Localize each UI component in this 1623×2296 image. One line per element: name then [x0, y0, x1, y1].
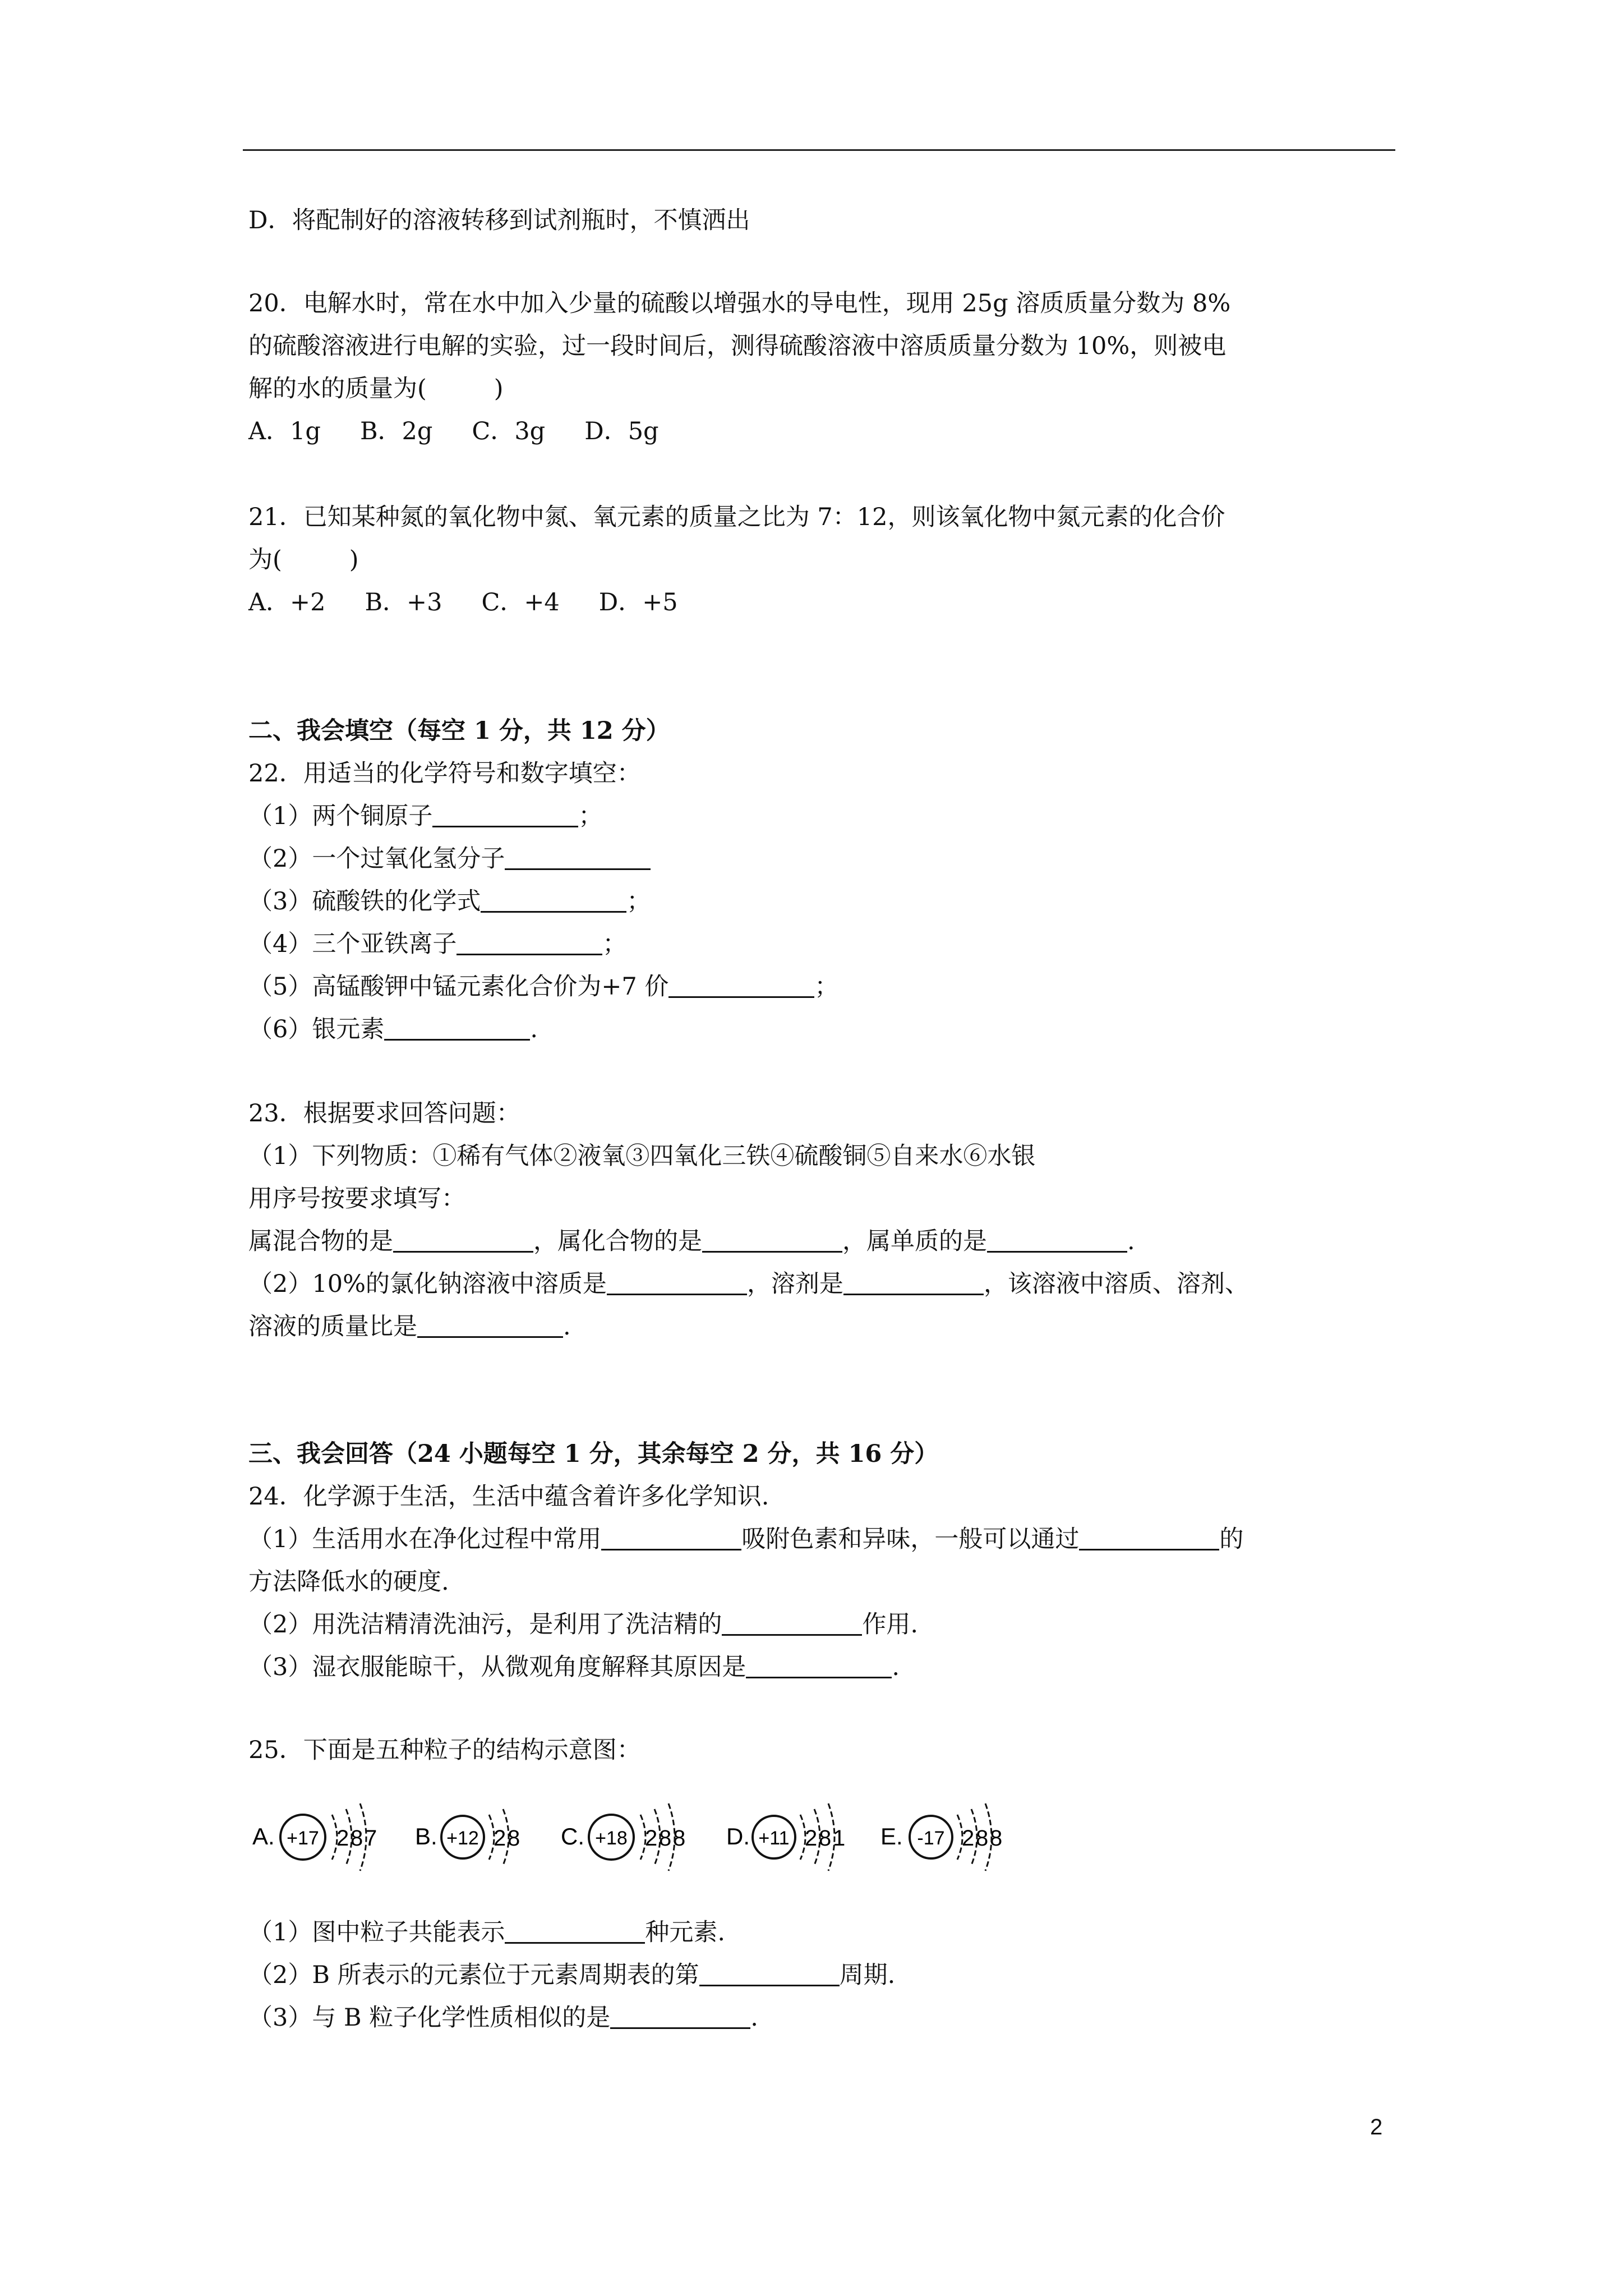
q25-part-2: （2）B 所表示的元素位于元素周期表的第 周期. — [248, 1961, 896, 1989]
answer-blank[interactable] — [457, 931, 602, 955]
q20-option-d: D．5g — [584, 417, 659, 445]
section-3-title: 三、我会回答（24 小题每空 1 分，其余每空 2 分，共 16 分） — [248, 1440, 939, 1468]
atom-diagram-e — [880, 1803, 1002, 1871]
answer-blank[interactable] — [699, 1962, 840, 1986]
q23-part-1-fill: 属混合物的是 ，属化合物的是 ，属单质的是 . — [248, 1227, 1135, 1255]
q25-part-3: （3）与 B 粒子化学性质相似的是 . — [248, 2004, 758, 2032]
q23-part-2-cont: 溶液的质量比是 . — [248, 1313, 571, 1341]
answer-blank[interactable] — [1079, 1526, 1219, 1550]
atom-label: C. — [561, 1823, 584, 1849]
q22-item-2: （2）一个过氧化氢分子 — [248, 845, 651, 874]
q20-option-b: B．2g — [359, 417, 433, 445]
answer-blank[interactable] — [393, 1228, 533, 1253]
q21-option-b: B．+3 — [365, 588, 442, 616]
q22-item-3: （3）硫酸铁的化学式 ； — [248, 887, 651, 915]
q20-line-2: 的硫酸溶液进行电解的实验，过一段时间后，测得硫酸溶液中溶质质量分数为 10%，则被电 — [248, 332, 1227, 360]
q20-line-3: 解的水的质量为( ) — [248, 375, 504, 403]
nucleus-charge: +17 — [287, 1828, 319, 1849]
atom-label: D. — [726, 1823, 750, 1849]
answer-blank[interactable] — [384, 1016, 530, 1041]
q22-item-5: （5）高锰酸钾中锰元素化合价为+7 价 ； — [248, 973, 839, 1001]
header-rule — [243, 149, 1395, 151]
q21-option-c: C．+4 — [481, 588, 560, 616]
q23-part-1-instruction: 用序号按要求填写： — [248, 1185, 465, 1213]
atom-label: E. — [880, 1823, 903, 1849]
section-2-title: 二、我会填空（每空 1 分，共 12 分） — [248, 717, 670, 745]
answer-blank[interactable] — [481, 889, 626, 913]
answer-blank[interactable] — [702, 1228, 842, 1253]
q22-stem: 22．用适当的化学符号和数字填空： — [248, 760, 641, 788]
atom-diagram-d — [726, 1803, 845, 1871]
q20-option-a: A．1g — [248, 417, 321, 445]
electron-shell: 1 — [833, 1826, 846, 1851]
answer-blank[interactable] — [432, 803, 578, 827]
answer-blank[interactable] — [607, 1271, 747, 1295]
answer-blank[interactable] — [843, 1271, 984, 1295]
electron-shell: 2 — [494, 1826, 506, 1851]
q22-item-1: （1）两个铜原子 ； — [248, 802, 603, 830]
q24-stem: 24．化学源于生活，生活中蕴含着许多化学知识. — [248, 1483, 769, 1511]
q24-part-2: （2）用洗洁精清洗油污，是利用了洗洁精的 作用. — [248, 1611, 919, 1639]
q20-option-c: C．3g — [472, 417, 546, 445]
nucleus-charge: +11 — [758, 1828, 790, 1849]
q25-part-1: （1）图中粒子共能表示 种元素. — [248, 1918, 726, 1947]
q21-line-1: 21．已知某种氮的氧化物中氮、氧元素的质量之比为 7：12，则该氧化物中氮元素的化合价 — [248, 503, 1225, 531]
answer-blank[interactable] — [722, 1612, 862, 1636]
answer-blank[interactable] — [601, 1526, 741, 1550]
electron-shell: 2 — [336, 1826, 349, 1851]
q22-item-4: （4）三个亚铁离子 ； — [248, 930, 627, 958]
q24-part-1: （1）生活用水在净化过程中常用 吸附色素和异味，一般可以通过 的 — [248, 1525, 1244, 1553]
answer-blank[interactable] — [610, 2005, 750, 2029]
q21-options — [248, 588, 678, 618]
q23-stem: 23．根据要求回答问题： — [248, 1099, 520, 1128]
answer-blank[interactable] — [668, 974, 814, 998]
nucleus-charge: +18 — [595, 1828, 628, 1849]
electron-shell: 2 — [962, 1826, 975, 1851]
q25-stem: 25．下面是五种粒子的结构示意图： — [248, 1736, 641, 1764]
electron-shell: 8 — [819, 1826, 832, 1851]
q23-part-1: （1）下列物质：①稀有气体②液氧③四氧化三铁④硫酸铜⑤自来水⑥水银 — [248, 1142, 1036, 1170]
atom-label: A. — [252, 1823, 275, 1849]
electron-shell: 8 — [508, 1826, 520, 1851]
q20-options — [248, 417, 659, 447]
answer-blank[interactable] — [505, 846, 651, 870]
atom-diagram-c — [561, 1803, 685, 1871]
nucleus-charge: -17 — [917, 1828, 945, 1849]
electron-shell: 8 — [351, 1826, 363, 1851]
electron-shell: 8 — [976, 1826, 989, 1851]
particle-structure-diagrams — [247, 1784, 1032, 1896]
q24-part-1-cont: 方法降低水的硬度. — [248, 1568, 449, 1596]
electron-shell: 8 — [990, 1826, 1003, 1851]
q23-part-2: （2）10%的氯化钠溶液中溶质是 ，溶剂是 ，该溶液中溶质、溶剂、 — [248, 1270, 1249, 1298]
answer-blank[interactable] — [746, 1654, 892, 1678]
electron-shell: 8 — [673, 1826, 686, 1851]
page-number: 2 — [1370, 2115, 1383, 2139]
q22-item-6: （6）银元素 . — [248, 1015, 538, 1043]
electron-shell: 2 — [805, 1826, 818, 1851]
electron-shell: 7 — [365, 1826, 377, 1851]
electron-shell: 2 — [645, 1826, 658, 1851]
q24-part-3: （3）湿衣服能晾干，从微观角度解释其原因是 . — [248, 1653, 900, 1681]
q19-option-d: D．将配制好的溶液转移到试剂瓶时，不慎洒出 — [248, 206, 750, 234]
atom-label: B. — [415, 1823, 437, 1849]
answer-blank[interactable] — [417, 1314, 563, 1338]
q21-option-a: A．+2 — [248, 588, 326, 616]
electron-shell: 8 — [659, 1826, 672, 1851]
atom-diagram-b — [415, 1809, 520, 1865]
atom-diagram-a — [252, 1803, 377, 1871]
answer-blank[interactable] — [987, 1228, 1127, 1253]
q21-option-d: D．+5 — [598, 588, 678, 616]
q20-line-1: 20．电解水时，常在水中加入少量的硫酸以增强水的导电性，现用 25g 溶质质量分数为 8% — [248, 289, 1231, 318]
nucleus-charge: +12 — [446, 1828, 479, 1849]
answer-blank[interactable] — [505, 1920, 645, 1944]
q21-line-2: 为( ) — [248, 546, 359, 574]
